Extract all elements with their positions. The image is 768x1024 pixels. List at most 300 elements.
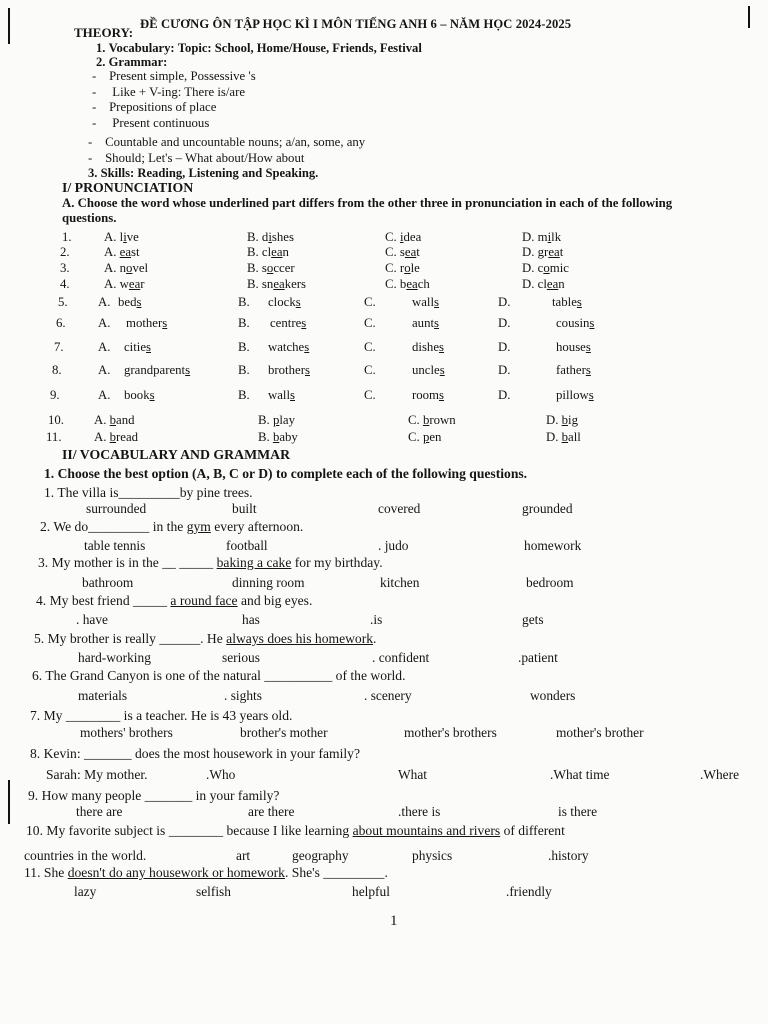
- pron-word-base: father: [556, 363, 586, 377]
- pron-word-underlined: s: [434, 316, 440, 330]
- pron-option-suffix: rown: [429, 413, 456, 427]
- pron-option-underlined: o: [543, 261, 550, 275]
- pron-option-suffix: t: [559, 245, 564, 259]
- theory-item-2: 2. Grammar:: [96, 55, 168, 69]
- vocab-heading: II/ VOCABULARY AND GRAMMAR: [62, 447, 291, 462]
- stem-text: 5. My brother is really: [34, 631, 160, 646]
- answer-blank: _____: [133, 593, 168, 608]
- pron-option-word: [556, 341, 591, 354]
- pron-option: [385, 262, 420, 275]
- pron-option-word: [124, 389, 155, 402]
- grammar-point: - Should; Let's – What about/How about: [88, 151, 305, 165]
- answer-option: is there: [558, 804, 598, 819]
- pron-question-number: 3.: [60, 261, 70, 275]
- pron-option-prefix: A.: [94, 430, 110, 444]
- pron-question-number: 8.: [52, 363, 62, 377]
- stem-text: is a teacher. He is 43 years old.: [120, 708, 293, 723]
- stem-underlined: a round face: [170, 593, 238, 608]
- pron-word-base: watche: [268, 340, 305, 354]
- question-stem: [30, 747, 360, 761]
- pron-option-prefix: A.: [104, 245, 120, 259]
- pron-option-suffix: r: [140, 277, 145, 291]
- pron-option-word: [556, 389, 594, 402]
- answer-option: are there: [248, 804, 295, 819]
- pron-word-base: book: [124, 388, 150, 402]
- stem-text: 4. My best friend: [36, 593, 134, 608]
- pron-word-base: table: [552, 295, 577, 309]
- pron-option-suffix: n: [558, 277, 565, 291]
- pron-option: [385, 278, 430, 291]
- pron-option-prefix: C.: [385, 230, 400, 244]
- pron-word-base: house: [556, 340, 586, 354]
- answer-option: wonders: [530, 688, 576, 703]
- pron-option-word: [412, 317, 439, 330]
- pron-option: [104, 262, 148, 275]
- pron-option-underlined: ea: [128, 277, 141, 291]
- pron-option-letter: A.: [98, 295, 111, 309]
- pron-option-prefix: D. c: [522, 261, 544, 275]
- question-stem: [24, 866, 388, 880]
- pron-option-underlined: i: [268, 230, 272, 244]
- pron-option-prefix: A. n: [104, 261, 127, 275]
- pron-option: [247, 246, 289, 259]
- pron-option-suffix: lk: [551, 230, 562, 244]
- question-stem-line2: countries in the world.: [24, 848, 147, 863]
- question-stem: [40, 520, 303, 534]
- pron-word-underlined: s: [149, 388, 155, 402]
- theory-item-1: 1. Vocabulary: Topic: School, Home/House, Friends, Festival: [96, 41, 422, 55]
- pron-option-letter: D.: [498, 340, 511, 354]
- grammar-point: - Like + V-ing: There is/are: [92, 85, 246, 99]
- pron-option: [408, 414, 456, 427]
- answer-option: .Where: [700, 767, 740, 782]
- pron-option-word: [126, 317, 167, 330]
- pron-option-suffix: le: [410, 261, 420, 275]
- stem-text: 10. My favorite subject is: [26, 823, 169, 838]
- pron-option-underlined: o: [266, 261, 274, 275]
- grammar-point: - Countable and uncountable nouns; a/an, some, any: [88, 135, 366, 149]
- answer-option: . have: [76, 612, 108, 627]
- pron-option-word: [118, 296, 141, 309]
- answer-option: .Who: [206, 767, 236, 782]
- answer-option: there are: [76, 804, 123, 819]
- answer-option: grounded: [522, 501, 573, 516]
- stem-text: for my birthday.: [291, 555, 383, 570]
- answer-option: football: [226, 538, 268, 553]
- pron-question-number: 9.: [50, 388, 60, 402]
- pron-option-suffix: en: [429, 430, 442, 444]
- pron-option-prefix: D.: [546, 413, 562, 427]
- pron-option: [408, 431, 441, 444]
- pron-option-letter: B.: [238, 316, 250, 330]
- pron-word-underlined: s: [304, 340, 310, 354]
- stem-underlined: about mountains and rivers: [352, 823, 501, 838]
- pron-option-word: [268, 389, 295, 402]
- pron-option-underlined: ea: [546, 277, 559, 291]
- pron-option-suffix: n: [282, 245, 289, 259]
- answer-option: .history: [548, 848, 589, 863]
- pron-option-underlined: ea: [404, 245, 417, 259]
- pron-option-underlined: ea: [119, 245, 132, 259]
- answer-blank: ______: [159, 631, 201, 646]
- pron-option: [522, 262, 569, 275]
- pron-word-base: brother: [268, 363, 305, 377]
- pron-word-underlined: s: [589, 316, 595, 330]
- pron-option-prefix: D. cl: [522, 277, 547, 291]
- pron-word-underlined: s: [185, 363, 191, 377]
- answer-option: geography: [292, 848, 349, 863]
- pron-option: [247, 262, 295, 275]
- pron-option-word: [412, 296, 439, 309]
- stem-text: 9. How many people: [28, 788, 145, 803]
- pron-question-number: 5.: [58, 295, 68, 309]
- pron-option-underlined: p: [422, 430, 430, 444]
- pron-option-suffix: dea: [403, 230, 422, 244]
- pron-option-word: [552, 296, 582, 309]
- pron-option-suffix: kers: [284, 277, 307, 291]
- answer-option: selfish: [196, 884, 231, 899]
- grammar-point: - Prepositions of place: [92, 100, 217, 114]
- answer-option: bedroom: [526, 575, 574, 590]
- stem-text: every afternoon.: [210, 519, 304, 534]
- pron-option-underlined: i: [547, 230, 552, 244]
- pron-word-underlined: s: [290, 388, 296, 402]
- pron-option-underlined: b: [109, 413, 117, 427]
- pron-option-suffix: ch: [417, 277, 430, 291]
- pron-option-letter: B.: [238, 388, 250, 402]
- pron-word-base: cousin: [556, 316, 590, 330]
- answer-blank: _________: [118, 485, 180, 500]
- answer-option: . confident: [372, 650, 430, 665]
- pron-question-number: 11.: [46, 430, 62, 444]
- question-sub-line: Sarah: My mother.: [46, 767, 148, 782]
- pronunciation-heading: I/ PRONUNCIATION: [62, 180, 194, 195]
- answer-option: table tennis: [84, 538, 146, 553]
- pron-word-underlined: s: [439, 363, 445, 377]
- pron-option-letter: D.: [498, 295, 511, 309]
- vocab-instruction: 1. Choose the best option (A, B, C or D) to complete each of the following questions.: [44, 466, 528, 481]
- pron-option-suffix: t: [416, 245, 420, 259]
- pron-option-suffix: vel: [132, 261, 149, 275]
- stem-underlined: baking a cake: [216, 555, 292, 570]
- answer-option: .friendly: [506, 884, 552, 899]
- pron-option-word: [124, 341, 151, 354]
- pron-option-prefix: C.: [408, 413, 423, 427]
- pron-word-base: dishe: [412, 340, 440, 354]
- pron-option-prefix: B. s: [247, 261, 267, 275]
- pron-option-underlined: i: [399, 230, 404, 244]
- answer-blank: _________: [323, 865, 385, 880]
- answer-option: built: [232, 501, 257, 516]
- pron-option-prefix: C. r: [385, 261, 405, 275]
- answer-option: . scenery: [364, 688, 412, 703]
- pron-option-letter: D.: [498, 363, 511, 377]
- pron-option-prefix: D. gr: [522, 245, 549, 259]
- scan-mark-left-top: [8, 8, 10, 44]
- scan-mark-right-top: [748, 6, 750, 28]
- pron-word-underlined: s: [439, 340, 444, 354]
- pron-option-suffix: st: [131, 245, 140, 259]
- pron-option-underlined: p: [272, 413, 280, 427]
- pron-option-letter: C.: [364, 388, 376, 402]
- pron-option: [104, 246, 140, 259]
- question-stem: [32, 669, 406, 683]
- pron-word-underlined: s: [576, 295, 582, 309]
- answer-option: kitchen: [380, 575, 420, 590]
- answer-option: covered: [378, 501, 421, 516]
- pron-option-word: [412, 364, 445, 377]
- question-stem: [26, 824, 565, 838]
- pron-option-suffix: ccer: [273, 261, 295, 275]
- pron-question-number: 4.: [60, 277, 70, 291]
- pron-option: [104, 231, 139, 244]
- pron-option-underlined: b: [272, 430, 280, 444]
- answer-blank: ________: [65, 708, 121, 723]
- pron-option: [104, 278, 145, 291]
- pron-option-letter: A.: [98, 363, 111, 377]
- answer-option: homework: [524, 538, 582, 553]
- pron-option: [258, 414, 295, 427]
- stem-underlined: gym: [186, 519, 211, 534]
- pron-option-underlined: ea: [273, 277, 285, 291]
- grammar-point: - Present continuous: [92, 116, 210, 130]
- pron-option-letter: C.: [364, 340, 376, 354]
- stem-text: .: [373, 631, 377, 646]
- answer-option: mother's brothers: [404, 725, 497, 740]
- pron-option-prefix: B. cl: [247, 245, 272, 259]
- pron-option-letter: D.: [498, 316, 511, 330]
- stem-text: . He: [200, 631, 227, 646]
- pron-option-letter: A.: [98, 388, 111, 402]
- pron-option-underlined: ea: [406, 277, 418, 291]
- stem-text: because I like learning: [223, 823, 353, 838]
- pron-option-underlined: ea: [271, 245, 283, 259]
- pron-option-underlined: i: [123, 230, 127, 244]
- pron-question-number: 1.: [62, 230, 72, 244]
- pron-option-word: [268, 341, 309, 354]
- answer-option: .there is: [398, 804, 441, 819]
- pron-option: [94, 414, 135, 427]
- answer-option: dinning room: [232, 575, 305, 590]
- pron-option-underlined: ea: [548, 245, 560, 259]
- pron-option: [546, 414, 578, 427]
- pron-option: [247, 278, 306, 291]
- pron-option-underlined: o: [126, 261, 133, 275]
- pron-option-letter: C.: [364, 363, 376, 377]
- pron-option-word: [270, 317, 306, 330]
- stem-text: of different: [500, 823, 565, 838]
- answer-option: bathroom: [82, 575, 134, 590]
- pron-option-prefix: A. l: [104, 230, 124, 244]
- pron-option-word: [556, 364, 591, 377]
- pron-option-suffix: mic: [549, 261, 569, 275]
- question-stem: [38, 556, 383, 570]
- pron-option-underlined: b: [561, 430, 569, 444]
- pron-option-suffix: shes: [271, 230, 294, 244]
- pron-word-underlined: s: [585, 363, 591, 377]
- stem-text: 1. The villa is: [44, 485, 119, 500]
- document-title: ĐỀ CƯƠNG ÔN TẬP HỌC KÌ I MÔN TIẾNG ANH 6 – NĂM HỌC 2024-2025: [140, 17, 572, 31]
- pron-option-word: [412, 341, 444, 354]
- pron-word-base: mother: [126, 316, 163, 330]
- pron-option-suffix: ig: [568, 413, 579, 427]
- pron-word-underlined: s: [162, 316, 168, 330]
- pron-question-number: 7.: [54, 340, 64, 354]
- pron-question-number: 6.: [56, 316, 66, 330]
- pron-word-underlined: s: [301, 316, 307, 330]
- pron-option-letter: A.: [98, 340, 111, 354]
- stem-text: in your family?: [192, 788, 280, 803]
- theory-heading: THEORY:: [74, 25, 134, 40]
- stem-text: 8. Kevin:: [30, 746, 84, 761]
- answer-option: .patient: [518, 650, 558, 665]
- answer-option: .is: [370, 612, 383, 627]
- answer-blank: ________: [168, 823, 224, 838]
- pron-option: [522, 278, 565, 291]
- pron-word-base: citie: [124, 340, 147, 354]
- theory-skills: 3. Skills: Reading, Listening and Speaking.: [88, 166, 319, 180]
- pron-word-base: pillow: [556, 388, 589, 402]
- answer-blank: _______: [144, 788, 193, 803]
- stem-text: 11. She: [24, 865, 68, 880]
- pron-option-suffix: ve: [126, 230, 139, 244]
- pron-option-letter: B.: [238, 340, 250, 354]
- question-stem: [36, 594, 312, 608]
- answer-option: has: [242, 612, 260, 627]
- pron-word-base: bed: [118, 295, 137, 309]
- question-stem: [34, 632, 376, 646]
- pron-word-base: wall: [412, 295, 435, 309]
- answer-option: serious: [222, 650, 260, 665]
- pron-word-base: uncle: [412, 363, 440, 377]
- answer-option: surrounded: [86, 501, 147, 516]
- stem-text: 3. My mother is in the: [38, 555, 163, 570]
- stem-text: 7. My: [30, 708, 66, 723]
- pron-option-prefix: B.: [258, 430, 273, 444]
- pron-option-underlined: b: [109, 430, 117, 444]
- scan-mark-left-bottom: [8, 780, 10, 824]
- pron-word-underlined: s: [439, 388, 444, 402]
- pron-option-suffix: all: [568, 430, 581, 444]
- pron-option-underlined: b: [561, 413, 569, 427]
- pron-option-prefix: B. d: [247, 230, 269, 244]
- answer-option: What: [398, 767, 427, 782]
- stem-text: .: [384, 865, 388, 880]
- pron-option-prefix: D. m: [522, 230, 548, 244]
- answer-option: . sights: [224, 688, 262, 703]
- question-stem: [28, 789, 279, 803]
- pron-option-letter: C.: [364, 295, 376, 309]
- pron-option: [258, 431, 298, 444]
- pron-option-prefix: A.: [94, 413, 110, 427]
- pron-option-letter: A.: [98, 316, 111, 330]
- pron-option-letter: C.: [364, 316, 376, 330]
- answer-option: lazy: [74, 884, 97, 899]
- pron-option: [247, 231, 294, 244]
- pron-option-suffix: lay: [279, 413, 295, 427]
- pron-word-underlined: s: [295, 295, 301, 309]
- pron-word-base: wall: [268, 388, 291, 402]
- pron-word-base: aunt: [412, 316, 435, 330]
- pron-option-suffix: aby: [279, 430, 298, 444]
- pron-word-base: grandparent: [124, 363, 186, 377]
- answer-option: materials: [78, 688, 128, 703]
- answer-option: helpful: [352, 884, 390, 899]
- stem-text: 6. The Grand Canyon is one of the natural: [32, 668, 265, 683]
- pron-option-underlined: b: [422, 413, 430, 427]
- stem-underlined: doesn't do any housework or homework: [67, 865, 285, 880]
- pron-option-word: [268, 364, 310, 377]
- pron-option: [522, 246, 563, 259]
- pron-option-suffix: and: [116, 413, 135, 427]
- answer-option: brother's mother: [240, 725, 328, 740]
- stem-text: by pine trees.: [179, 485, 253, 500]
- pron-word-base: room: [412, 388, 440, 402]
- question-stem: [44, 486, 253, 500]
- pron-option-word: [556, 317, 594, 330]
- pron-option: [94, 431, 138, 444]
- pron-word-underlined: s: [136, 295, 142, 309]
- answer-blank: __ _____: [162, 555, 214, 570]
- stem-text: of the world.: [332, 668, 406, 683]
- pron-option-word: [268, 296, 301, 309]
- pron-question-number: 2.: [60, 245, 70, 259]
- answer-option: mother's brother: [556, 725, 644, 740]
- answer-blank: _________: [88, 519, 150, 534]
- pron-option-letter: D.: [498, 388, 511, 402]
- question-stem: [30, 709, 292, 723]
- pronunciation-instruction: A. Choose the word whose underlined part differs from the other three in pronunciation in each of the following questions.: [62, 196, 673, 225]
- stem-text: 2. We do: [40, 519, 89, 534]
- pron-option: [522, 231, 561, 244]
- pron-word-underlined: s: [588, 388, 594, 402]
- pron-option-prefix: D.: [546, 430, 562, 444]
- answer-option: .What time: [550, 767, 610, 782]
- stem-text: . She's: [284, 865, 324, 880]
- stem-underlined: always does his homework: [226, 631, 374, 646]
- pron-word-underlined: s: [434, 295, 440, 309]
- answer-option: . judo: [378, 538, 409, 553]
- pron-option-prefix: B.: [258, 413, 273, 427]
- answer-option: art: [236, 848, 251, 863]
- pron-option-prefix: B. sn: [247, 277, 274, 291]
- answer-option: hard-working: [78, 650, 151, 665]
- pron-word-underlined: s: [304, 363, 310, 377]
- stem-text: does the most housework in your family?: [131, 746, 360, 761]
- pron-option-prefix: C. b: [385, 277, 407, 291]
- pron-option: [385, 231, 421, 244]
- pron-word-base: centre: [270, 316, 302, 330]
- stem-text: and big eyes.: [237, 593, 313, 608]
- answer-option: mothers' brothers: [80, 725, 173, 740]
- pron-option-word: [412, 389, 444, 402]
- answer-blank: __________: [264, 668, 333, 683]
- pron-option-prefix: C.: [408, 430, 423, 444]
- pron-option: [385, 246, 420, 259]
- answer-option: physics: [412, 848, 453, 863]
- pron-option-suffix: read: [116, 430, 139, 444]
- pron-option-prefix: A. w: [104, 277, 129, 291]
- stem-text: in the: [149, 519, 187, 534]
- pron-option-prefix: C. s: [385, 245, 405, 259]
- pron-question-number: 10.: [48, 413, 64, 427]
- pron-option-underlined: o: [404, 261, 411, 275]
- pron-word-base: clock: [268, 295, 296, 309]
- page-number: 1: [390, 913, 398, 929]
- pron-word-underlined: s: [585, 340, 591, 354]
- answer-option: gets: [522, 612, 544, 627]
- pron-option: [546, 431, 581, 444]
